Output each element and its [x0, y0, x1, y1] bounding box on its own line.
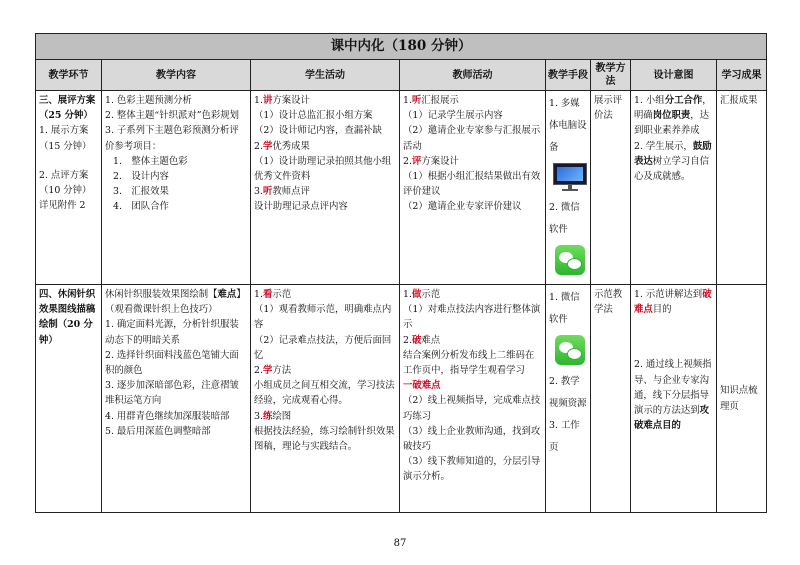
content-line: 3. 子系列下主题色彩预测分析评价参考项目： — [105, 125, 239, 152]
step-keyword: 听 — [262, 186, 273, 198]
intent-emphasis: 分工合作 — [664, 95, 703, 106]
activity-line: （1）记录学生展示内容 — [403, 110, 503, 122]
stage-line: 2. 点评方案 — [39, 169, 89, 181]
step-number: 1. — [254, 289, 263, 300]
intent-emphasis: 岗位职责 — [652, 110, 691, 122]
step-title: 示范 — [272, 289, 292, 300]
activity-line: 设计助理记录点评内容 — [254, 201, 348, 213]
step-number: 3. — [254, 410, 263, 422]
step-number: 2. — [403, 155, 412, 167]
header-content: 教学内容 — [102, 60, 251, 91]
title-row — [36, 34, 767, 60]
step-title: 绘图 — [272, 410, 292, 422]
step-number: 3. — [254, 186, 263, 198]
step-keyword: 练 — [262, 410, 273, 422]
step-title: 方法 — [272, 365, 292, 377]
lesson-plan-table — [35, 33, 767, 513]
intent-text: ，明确 — [634, 95, 712, 122]
step-number: 1. — [403, 289, 412, 300]
step-keyword: 学 — [262, 365, 273, 377]
stage-line: （15 分钟） — [39, 140, 92, 152]
intent-text: 1. 示范讲解达到 — [634, 289, 703, 300]
step-keyword: 学 — [262, 140, 273, 152]
row1-means — [546, 91, 591, 285]
step-title: 优秀成果 — [272, 140, 310, 152]
lesson-plan-table-wrapper — [35, 33, 766, 513]
header-method: 教学方法 — [591, 60, 631, 91]
activity-line: （2）线上视频指导，完成难点技巧练习 — [403, 395, 541, 422]
stage-heading: 三、展评方案（25 分钟） — [39, 95, 96, 122]
header-student: 学生活动 — [251, 60, 400, 91]
row2-content — [102, 285, 251, 513]
step-keyword: 讲 — [262, 95, 273, 106]
intent-emphasis: 鼓励表达 — [634, 140, 712, 167]
stage-line: （10 分钟） — [39, 185, 92, 197]
outcome-text: 知识点梳理页 — [720, 385, 758, 412]
means-line: 1. 微信软件 — [549, 292, 580, 325]
content-line: 2. 整体主题“针织派对”色彩规划 — [105, 110, 240, 122]
content-text: 】 — [236, 289, 246, 300]
row2-student — [251, 285, 400, 513]
step-title: 汇报展示 — [421, 95, 459, 106]
activity-line: （1）根据小组汇报结果做出有效评价建议 — [403, 171, 541, 198]
header-outcome: 学习成果 — [717, 60, 767, 91]
step-keyword: 看 — [262, 289, 273, 300]
means-line: 2. 教学视频资源 — [549, 376, 587, 409]
activity-line: （3）线上企业教师沟通，找到攻破技巧 — [403, 425, 541, 453]
stage-line: 1. 展示方案 — [39, 125, 89, 137]
row2-means — [546, 285, 591, 513]
activity-line: （2）设计师记内容，查漏补缺 — [254, 125, 382, 137]
step-keyword: 做 — [411, 289, 422, 300]
step-title: 示范 — [421, 289, 441, 300]
content-line: 3. 汇报效果 — [113, 186, 169, 198]
means-line: 2. 微信软件 — [549, 202, 580, 235]
intent-emphasis: 攻破难点目的 — [634, 405, 710, 432]
content-line: 2. 设计内容 — [113, 171, 169, 183]
intent-text: 目的 — [652, 304, 672, 316]
row1-teacher — [400, 91, 546, 285]
intent-text: ，达到职业素养养成 — [634, 110, 710, 137]
header-teacher: 教师活动 — [400, 60, 546, 91]
intent-text: 2. 学生展示， — [634, 140, 693, 152]
activity-line: （1）观看教师示范，明确难点内容 — [254, 304, 392, 331]
activity-line: （2）邀请企业专家评价建议 — [403, 201, 522, 213]
content-line: 1. 色彩主题预测分析 — [105, 95, 192, 106]
step-title: 方案设计 — [421, 155, 459, 167]
activity-line: （2）邀请企业专家参与汇报展示活动 — [403, 125, 541, 152]
intent-text: 2. 通过线上视频指导、与企业专家沟通，线下分层指导演示的方法达到 — [634, 359, 712, 417]
means-line: 3. 工作页 — [549, 420, 580, 453]
table-row — [36, 91, 767, 285]
activity-line: （2）记录难点技法，方便后面回忆 — [254, 334, 392, 361]
content-line: 4. 团队合作 — [113, 201, 169, 213]
page-number: 87 — [393, 538, 407, 549]
row2-method: 示范教学法 — [591, 285, 631, 513]
intent-keyword: 破难点 — [634, 289, 712, 316]
means-line: 1. 多媒体电脑设备 — [549, 98, 587, 153]
content-line: 5. 最后用深蓝色调整暗部 — [105, 425, 211, 437]
row2-teacher — [400, 285, 546, 513]
wechat-icon — [555, 335, 585, 365]
activity-line: 根据技法经验，练习绘制针织效果图稿，理论与实践结合。 — [254, 425, 395, 453]
content-line: 3. 逐步加深暗部色彩，注意褶皱堆积运笔方向 — [105, 380, 239, 407]
step-title: 教师点评 — [272, 186, 310, 198]
activity-line: （1）对难点技法内容进行整体演示 — [403, 304, 541, 331]
content-line: 2. 选择针织面料浅蓝色笔铺大面积的颜色 — [105, 349, 239, 377]
step-number: 1. — [403, 95, 412, 106]
row1-student — [251, 91, 400, 285]
content-line: 1. 整体主题色彩 — [113, 155, 188, 167]
activity-line: （1）设计助理记录拍照其他小组优秀文件资料 — [254, 155, 392, 183]
row1-stage — [36, 91, 102, 285]
activity-keyword: 一破难点 — [403, 380, 441, 392]
step-keyword: 听 — [411, 95, 422, 106]
step-number: 2. — [403, 334, 412, 346]
activity-line: （1）设计总监汇报小组方案 — [254, 110, 373, 122]
header-row — [36, 60, 767, 91]
step-title: 方案设计 — [272, 95, 310, 106]
activity-line: 小组成员之间互相交流，学习技法经验，完成观看心得。 — [254, 380, 395, 407]
row2-outcome — [717, 285, 767, 513]
step-number: 2. — [254, 140, 263, 152]
difficulty-tag: 难点 — [217, 289, 237, 300]
header-stage: 教学环节 — [36, 60, 102, 91]
row1-method: 展示评价法 — [591, 91, 631, 285]
table-row — [36, 285, 767, 513]
step-keyword: 破 — [411, 334, 422, 346]
step-number: 1. — [254, 95, 263, 106]
step-title: 难点 — [421, 334, 441, 346]
content-line: 1. 确定面料光源，分析针织服装动态下的明暗关系 — [105, 319, 239, 346]
intent-text: 树立学习自信心及成就感。 — [634, 155, 710, 183]
step-keyword: 评 — [411, 155, 422, 167]
table-title: 课中内化（180 分钟） — [36, 34, 767, 60]
content-text: 休闲针织服装效果图绘制【 — [105, 289, 218, 300]
content-line: 4. 用群青色继续加深服装暗部 — [105, 410, 230, 422]
row1-outcome: 汇报成果 — [717, 91, 767, 285]
activity-line: （3）线下教师知道的，分层引导演示分析。 — [403, 456, 541, 483]
monitor-icon — [553, 163, 587, 191]
intent-text: 1. 小组 — [634, 95, 665, 106]
row2-stage — [36, 285, 102, 513]
wechat-icon — [555, 245, 585, 275]
content-line: （观看微课针织上色技巧） — [105, 304, 218, 316]
activity-line: 结合案例分析发布线上二维码在工作页中，指导学生观看学习 — [403, 349, 535, 377]
stage-line: 详见附件 2 — [39, 200, 86, 212]
row1-intent — [631, 91, 717, 285]
header-intent: 设计意图 — [631, 60, 717, 91]
step-number: 2. — [254, 365, 263, 377]
row1-content — [102, 91, 251, 285]
row2-intent — [631, 285, 717, 513]
header-means: 教学手段 — [546, 60, 591, 91]
stage-heading: 四、休闲针织效果图线描稿绘制（20 分钟） — [39, 289, 96, 346]
